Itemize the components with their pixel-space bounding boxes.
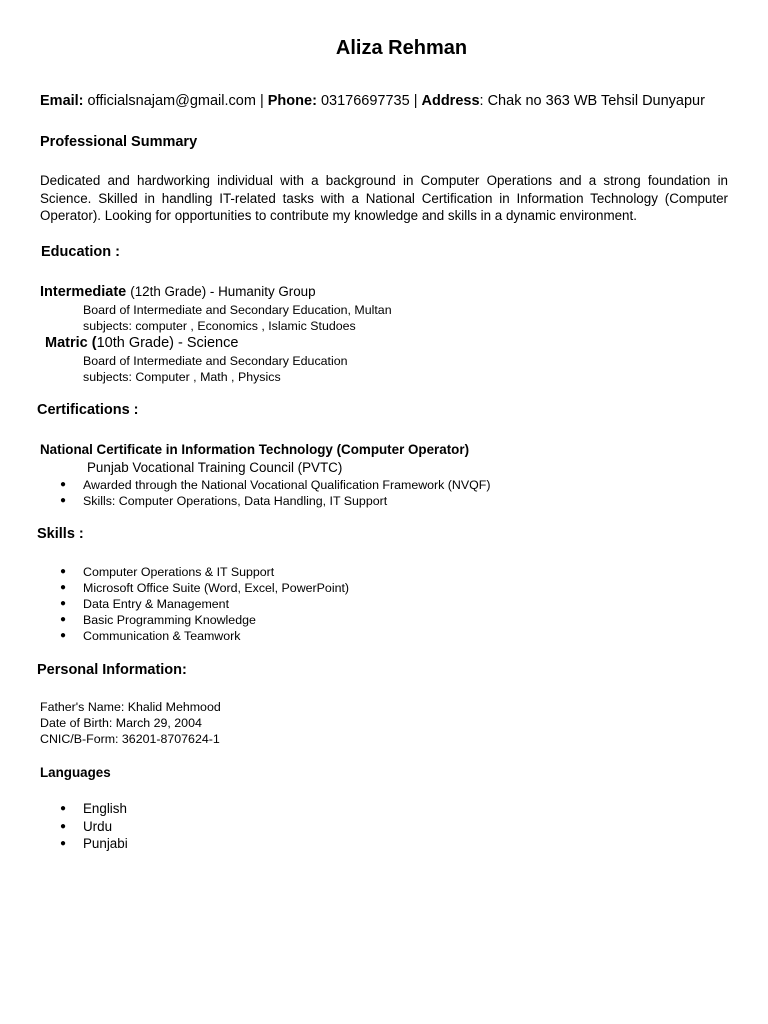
bullet-icon: ● bbox=[60, 566, 67, 577]
education-board: Board of Intermediate and Secondary Education, Multan bbox=[83, 303, 392, 317]
address-label: Address bbox=[421, 93, 480, 109]
education-entry-intermediate bbox=[40, 284, 316, 300]
education-entry-matric bbox=[45, 335, 238, 351]
bullet-icon: ● bbox=[60, 495, 67, 506]
certificate-issuer: Punjab Vocational Training Council (PVTC) bbox=[87, 460, 343, 475]
bullet-icon: ● bbox=[60, 479, 67, 490]
bullet-icon: ● bbox=[60, 582, 67, 593]
education-subjects: subjects: Computer , Math , Physics bbox=[83, 370, 281, 384]
personal-info-line: Date of Birth: March 29, 2004 bbox=[40, 716, 202, 730]
summary-text: Dedicated and hardworking individual with a background in Computer Operations and a strong foundation in Science. Skilled in handling IT-related tasks with a National Certification in Information Technology (Computer Operator). Looking for opportunities to contribute my knowledge and skills in a dynamic environment. bbox=[40, 173, 728, 223]
degree-detail: 10th Grade) - Science bbox=[96, 335, 239, 351]
separator: | bbox=[259, 93, 264, 109]
separator: | bbox=[413, 93, 418, 109]
degree-name: Matric ( bbox=[45, 335, 97, 351]
personal-info-heading: Personal Information: bbox=[37, 662, 187, 678]
education-board: Board of Intermediate and Secondary Education bbox=[83, 354, 348, 368]
certifications-heading: Certifications : bbox=[37, 402, 139, 418]
address-value: : Chak no 363 WB Tehsil Dunyapur bbox=[479, 93, 705, 109]
summary-heading: Professional Summary bbox=[40, 134, 198, 150]
bullet-icon: ● bbox=[60, 803, 67, 814]
personal-info-line: Father's Name: Khalid Mehmood bbox=[40, 700, 221, 714]
education-subjects: subjects: computer , Economics , Islamic Studoes bbox=[83, 319, 356, 333]
email-value: officialsnajam@gmail.com bbox=[87, 93, 256, 109]
skills-heading: Skills : bbox=[37, 526, 84, 542]
degree-name: Intermediate bbox=[40, 284, 127, 300]
certificate-title: National Certificate in Information Technology (Computer Operator) bbox=[40, 442, 470, 457]
languages-heading: Languages bbox=[40, 765, 111, 780]
phone-label: Phone: bbox=[267, 93, 317, 109]
bullet-icon: ● bbox=[60, 630, 67, 641]
bullet-icon: ● bbox=[60, 821, 67, 832]
email-label: Email: bbox=[40, 93, 84, 109]
bullet-icon: ● bbox=[60, 838, 67, 849]
contact-line bbox=[40, 93, 705, 109]
phone-value: 03176697735 bbox=[320, 93, 410, 109]
personal-info-line: CNIC/B-Form: 36201-8707624-1 bbox=[40, 732, 220, 746]
bullet-icon: ● bbox=[60, 598, 67, 609]
education-heading: Education : bbox=[41, 244, 120, 260]
bullet-icon: ● bbox=[60, 614, 67, 625]
resume-name: Aliza Rehman bbox=[335, 37, 468, 59]
degree-detail: (12th Grade) - Humanity Group bbox=[130, 284, 316, 299]
